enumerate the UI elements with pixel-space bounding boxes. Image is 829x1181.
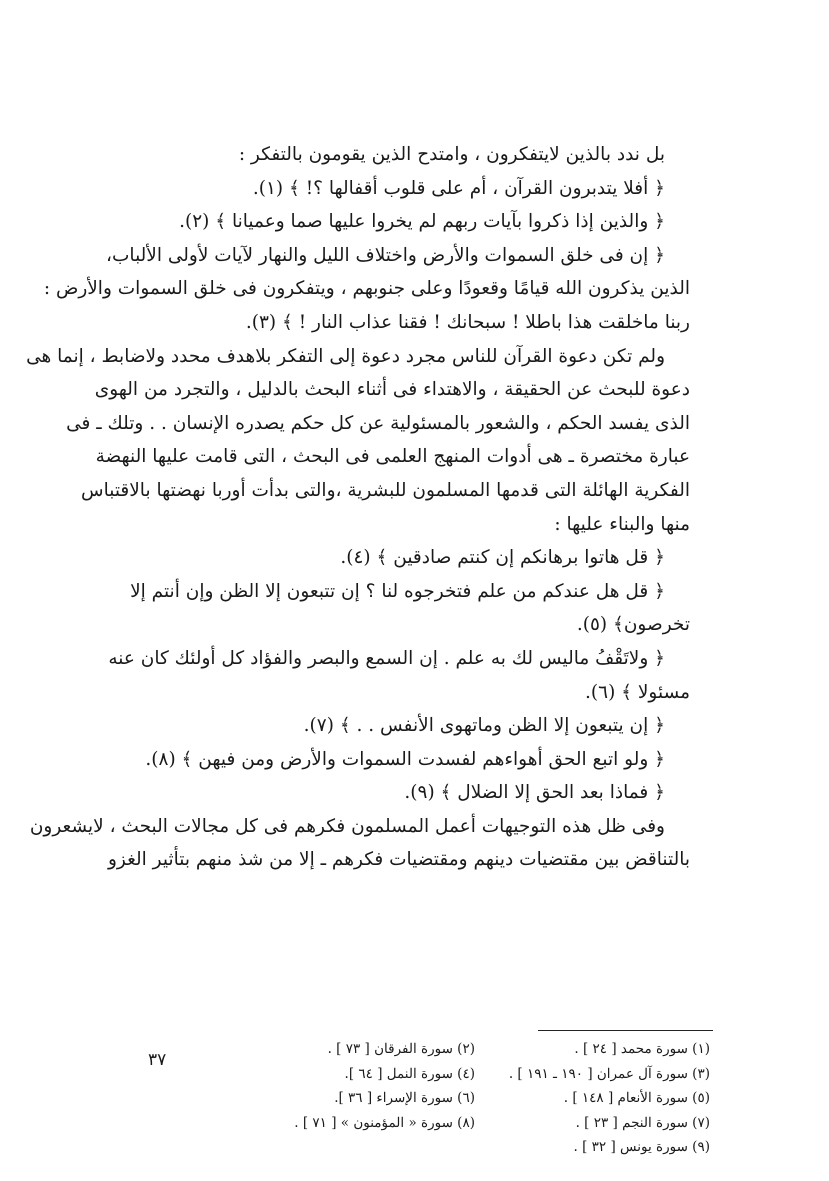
body-line: ﴿ فماذا بعد الحق إلا الضلال ﴾ (٩). bbox=[404, 782, 665, 804]
body-line: ﴿ قل هاتوا برهانكم إن كنتم صادقين ﴾ (٤). bbox=[340, 547, 665, 569]
body-line: ﴿ ولاتَقْفُ ماليس لك به علم . إن السمع والبصر والفؤاد كل أولئك كان عنه bbox=[108, 647, 665, 669]
body-line: ﴿ والذين إذا ذكروا بآيات ربهم لم يخروا عليها صما وعميانا ﴾ (٢). bbox=[179, 211, 665, 233]
body-line: ﴿ إن يتبعون إلا الظن وماتهوى الأنفس . . ﴾ (٧). bbox=[303, 715, 665, 737]
body-line: بالتناقض بين مقتضيات دينهم ومقتضيات فكرهم ـ إلا من شذ منهم بتأثير الغزو bbox=[107, 849, 690, 871]
body-line: منها والبناء عليها : bbox=[554, 513, 690, 535]
footnotes-left-column bbox=[260, 1037, 475, 1135]
body-text bbox=[26, 138, 690, 877]
body-line: عبارة مختصرة ـ هى أدوات المنهج العلمى فى البحث ، التى قامت عليها النهضة bbox=[95, 446, 690, 468]
body-line: بل ندد بالذين لايتفكرون ، وامتدح الذين يقومون بالتفكر : bbox=[238, 144, 665, 165]
body-line: ﴿ إن فى خلق السموات والأرض واختلاف الليل والنهار لآيات لأولى الألباب، bbox=[106, 244, 665, 266]
body-line: ﴿ أفلا يتدبرون القرآن ، أم على قلوب أقفالها ؟! ﴾ (١). bbox=[252, 177, 665, 199]
footnote: (٤) سورة النمل [ ٦٤ ]. bbox=[344, 1065, 475, 1082]
body-line: تخرصون﴾ (٥). bbox=[576, 614, 690, 636]
footnote: (٢) سورة الفرقان [ ٧٣ ] . bbox=[327, 1041, 475, 1057]
body-line: دعوة للبحث عن الحقيقة ، والاهتداء فى أثناء البحث بالدليل ، والتجرد من الهوى bbox=[94, 379, 690, 401]
footnote: (٣) سورة آل عمران [ ١٩٠ ـ ١٩١ ] . bbox=[508, 1065, 710, 1082]
body-line: ﴿ ولو اتبع الحق أهواءهم لفسدت السموات والأرض ومن فيهن ﴾ (٨). bbox=[145, 748, 665, 770]
body-line: ﴿ قل هل عندكم من علم فتخرجوه لنا ؟ إن تتبعون إلا الظن وإن أنتم إلا bbox=[130, 580, 665, 602]
body-line: ولم تكن دعوة القرآن للناس مجرد دعوة إلى التفكر بلاهدف محدد ولاضابط ، إنما هى bbox=[26, 345, 665, 367]
body-line: الفكرية الهائلة التى قدمها المسلمون للبشرية ،والتى بدأت أوربا نهضتها بالاقتباس bbox=[81, 479, 690, 501]
footnote: (٧) سورة النجم [ ٢٣ ] . bbox=[575, 1114, 710, 1131]
footnote: (١) سورة محمد [ ٢٤ ] . bbox=[574, 1041, 710, 1057]
footnote: (٥) سورة الأنعام [ ١٤٨ ] . bbox=[563, 1090, 710, 1106]
body-line: الذين يذكرون الله قيامًا وقعودًا وعلى جنوبهم ، ويتفكرون فى خلق السموات والأرض : bbox=[43, 278, 690, 300]
footnote: (٩) سورة يونس [ ٣٢ ] . bbox=[573, 1139, 710, 1155]
body-line: الذى يفسد الحكم ، والشعور بالمسئولية عن كل حكم يصدره الإنسان . . وتلك ـ فى bbox=[66, 412, 690, 434]
body-line: ربنا ماخلقت هذا باطلا ! سبحانك ! فقنا عذاب النار ! ﴾ (٣). bbox=[245, 311, 690, 333]
footnote: (٦) سورة الإسراء [ ٣٦ ]. bbox=[334, 1090, 475, 1106]
footnote: (٨) سورة « المؤمنون » [ ٧١ ] . bbox=[294, 1114, 475, 1131]
body-line: مسئولا ﴾ (٦). bbox=[585, 681, 690, 703]
footnote-divider bbox=[538, 1030, 713, 1031]
page-number: ٣٧ bbox=[148, 1050, 167, 1070]
footnotes-right-column bbox=[480, 1037, 710, 1160]
body-line: وفى ظل هذه التوجيهات أعمل المسلمون فكرهم فى كل مجالات البحث ، لايشعرون bbox=[29, 815, 665, 837]
